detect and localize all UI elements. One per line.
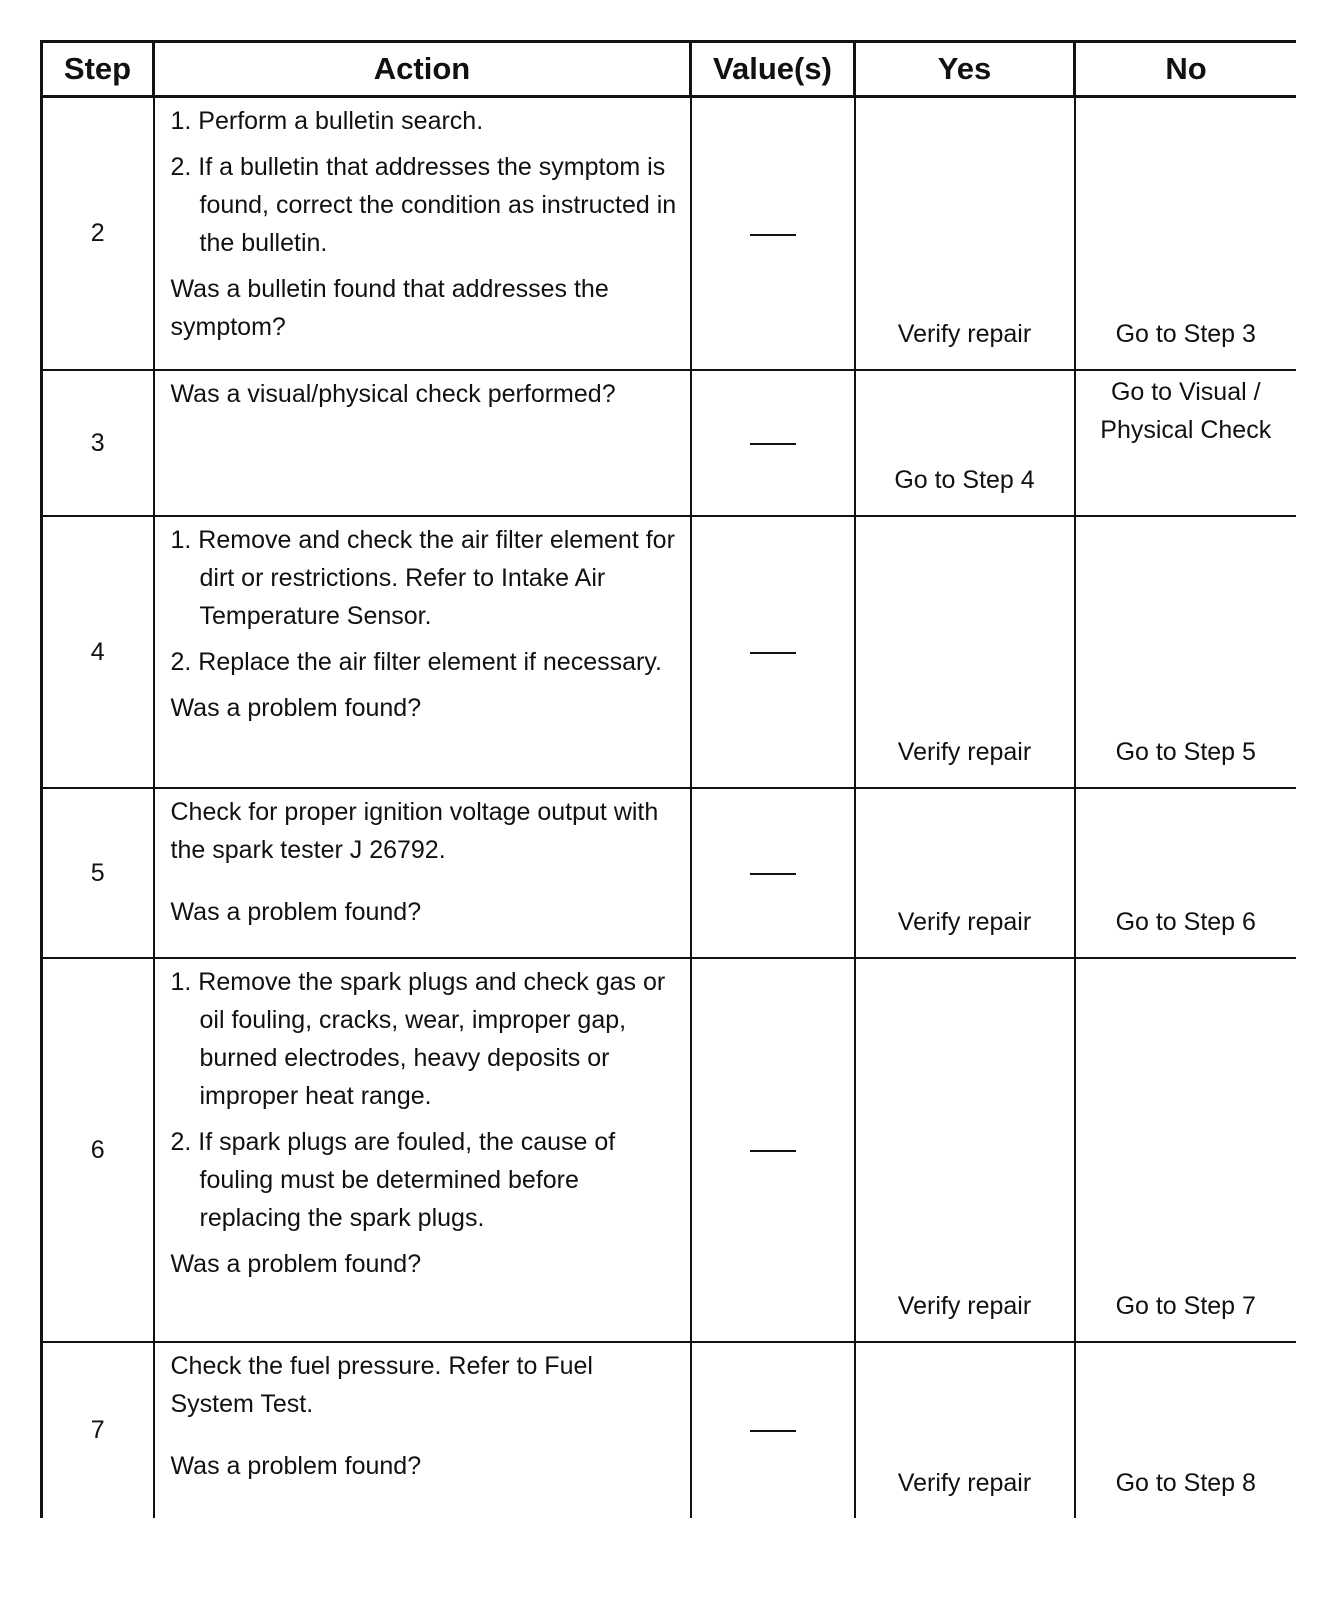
header-action: Action (154, 42, 691, 97)
action-cell (154, 1342, 691, 1518)
action-text: Check the fuel pressure. Refer to Fuel System Test. (170, 1351, 593, 1418)
action-question: Was a bulletin found that addresses the symptom? (170, 275, 609, 341)
action-question: Was a problem found? (170, 897, 422, 926)
action-cell (154, 97, 691, 370)
action-question: Was a visual/physical check performed? (170, 379, 616, 408)
value-cell (691, 516, 855, 788)
action-question: Was a problem found? (170, 1249, 422, 1278)
action-steps (171, 963, 678, 1237)
yes-cell: Verify repair (855, 516, 1075, 788)
action-text: Check for proper ignition voltage output with the spark tester J 26792. (170, 797, 659, 864)
action-step: 1. Perform a bulletin search. (170, 107, 484, 135)
yes-cell: Verify repair (855, 1342, 1075, 1518)
action-cell (154, 788, 691, 958)
action-question: Was a problem found? (170, 1451, 422, 1480)
step-number: 4 (42, 516, 154, 788)
no-cell-text: Go to Visual / Physical Check (1100, 377, 1272, 444)
no-cell: Go to Step 7 (1075, 958, 1297, 1342)
action-cell (154, 516, 691, 788)
value-cell (691, 97, 855, 370)
action-step: 2. Replace the air filter element if necessary. (170, 647, 662, 676)
value-cell (691, 958, 855, 1342)
step-number: 5 (42, 788, 154, 958)
action-cell (154, 370, 691, 516)
dash-mark (750, 873, 796, 875)
action-question: Was a problem found? (170, 693, 422, 722)
dash-mark (750, 234, 796, 236)
step-number: 3 (42, 370, 154, 516)
action-steps (171, 521, 678, 681)
action-cell (154, 958, 691, 1342)
dash-mark (750, 1430, 796, 1432)
header-yes: Yes (855, 42, 1075, 97)
step-number: 2 (42, 97, 154, 370)
step-number: 7 (42, 1342, 154, 1518)
table-row (42, 958, 1297, 1342)
yes-cell: Go to Step 4 (855, 370, 1075, 516)
yes-cell: Verify repair (855, 958, 1075, 1342)
action-step: 2. If a bulletin that addresses the symptom is found, correct the condition as instructed in the bulletin. (170, 153, 677, 257)
table-row (42, 788, 1297, 958)
yes-cell: Verify repair (855, 788, 1075, 958)
diagnostic-table (40, 40, 1296, 1518)
diagnostic-table-page (40, 40, 1296, 1562)
header-no: No (1075, 42, 1297, 97)
action-steps (171, 102, 678, 262)
table-row (42, 97, 1297, 370)
action-step: 1. Remove the spark plugs and check gas or oil fouling, cracks, wear, improper gap, burned electrodes, heavy deposits or improper heat range. (170, 967, 666, 1110)
table-row (42, 370, 1297, 516)
table-row (42, 516, 1297, 788)
table-row (42, 1342, 1297, 1518)
value-cell (691, 370, 855, 516)
no-cell: Go to Step 6 (1075, 788, 1297, 958)
no-cell: Go to Step 3 (1075, 97, 1297, 370)
dash-mark (750, 652, 796, 654)
header-values: Value(s) (691, 42, 855, 97)
header-step: Step (42, 42, 154, 97)
step-number: 6 (42, 958, 154, 1342)
no-cell: Go to Step 8 (1075, 1342, 1297, 1518)
header-row (42, 42, 1297, 97)
value-cell (691, 788, 855, 958)
no-cell (1075, 370, 1297, 516)
dash-mark (750, 1150, 796, 1152)
yes-cell: Verify repair (855, 97, 1075, 370)
no-cell: Go to Step 5 (1075, 516, 1297, 788)
action-step: 1. Remove and check the air filter element for dirt or restrictions. Refer to Intake Air Temperature Sensor. (170, 525, 675, 630)
action-step: 2. If spark plugs are fouled, the cause of fouling must be determined before replacing the spark plugs. (170, 1127, 616, 1232)
value-cell (691, 1342, 855, 1518)
dash-mark (750, 443, 796, 445)
